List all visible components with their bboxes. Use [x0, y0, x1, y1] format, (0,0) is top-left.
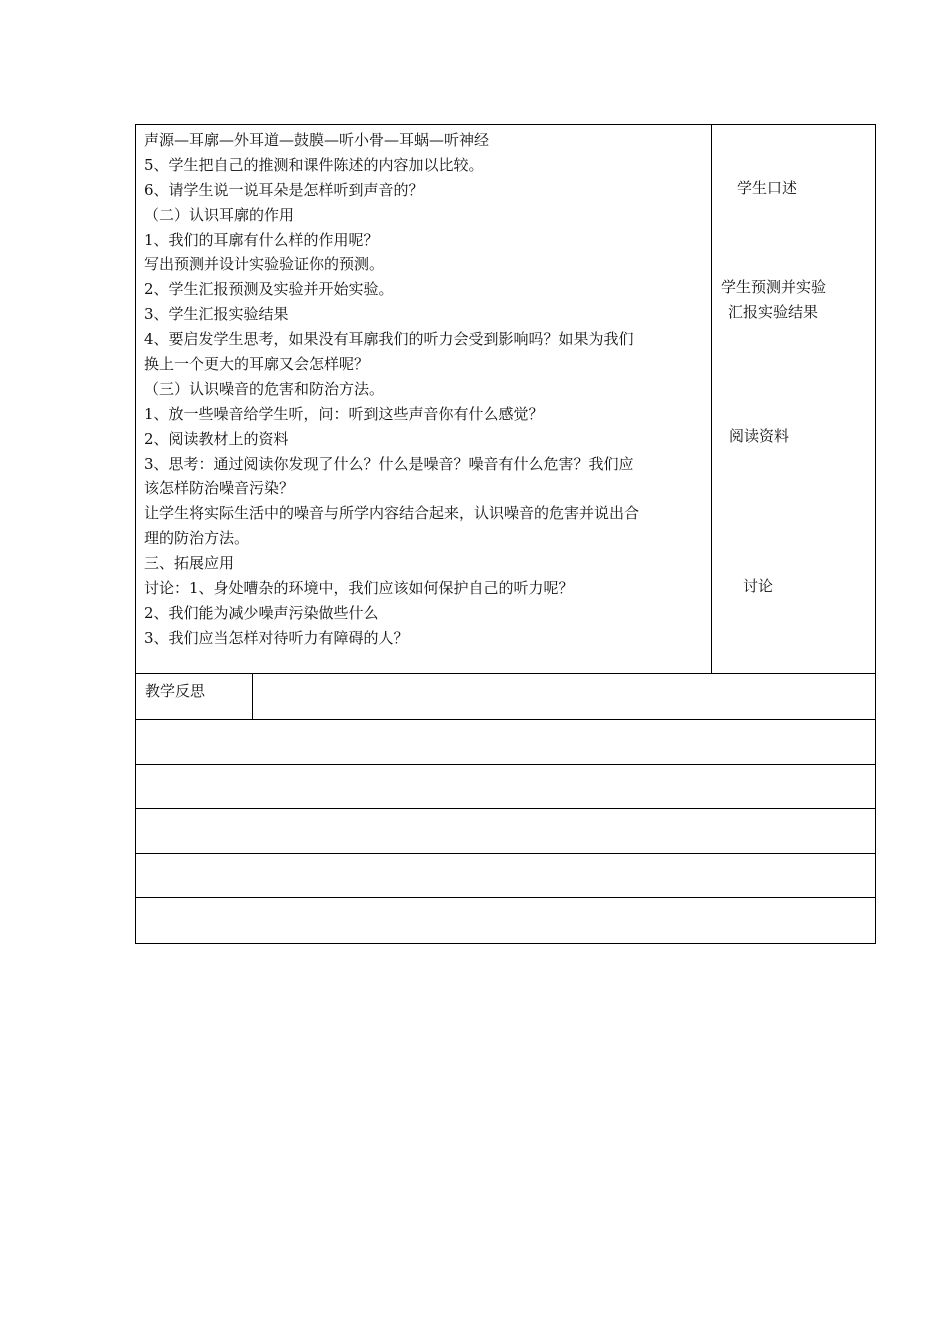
- lesson-line: （三）认识噪音的危害和防治方法。: [144, 379, 385, 398]
- lesson-line: 1、放一些噪音给学生听，问：听到这些声音你有什么感觉？: [144, 404, 544, 423]
- reflection-row: [136, 674, 875, 720]
- note-report-results: 汇报实验结果: [728, 303, 819, 321]
- lesson-plan-table: [135, 124, 876, 944]
- blank-row[interactable]: [136, 765, 875, 810]
- lesson-line: 2、学生汇报预测及实验并开始实验。: [144, 280, 394, 299]
- lesson-line: 声源—耳廓—外耳道—鼓膜—听小骨—耳蜗—听神经: [144, 131, 490, 149]
- blank-row[interactable]: [136, 720, 875, 765]
- lesson-line: 4、要启发学生思考，如果没有耳廓我们的听力会受到影响吗？如果为我们: [144, 330, 634, 349]
- reflection-label: 教学反思: [136, 674, 253, 719]
- lesson-line: 写出预测并设计实验验证你的预测。: [144, 255, 385, 274]
- lesson-line: 1、我们的耳廓有什么样的作用呢？: [144, 230, 379, 249]
- lesson-line: 3、学生汇报实验结果: [144, 305, 289, 324]
- teaching-process-cell: [136, 125, 712, 673]
- lesson-line: 理的防治方法。: [144, 529, 250, 548]
- blank-row[interactable]: [136, 854, 875, 899]
- lesson-line: 让学生将实际生活中的噪音与所学内容结合起来，认识噪音的危害并说出合: [144, 504, 640, 523]
- lesson-line: 6、请学生说一说耳朵是怎样听到声音的？: [144, 180, 424, 199]
- blank-row[interactable]: [136, 809, 875, 854]
- note-discussion: 讨论: [743, 577, 774, 595]
- lesson-line: 三、拓展应用: [144, 554, 235, 573]
- student-activity-cell: [712, 125, 875, 673]
- reflection-field[interactable]: [253, 674, 875, 719]
- lesson-line: （二）认识耳廓的作用: [144, 205, 295, 224]
- lesson-content-row: [136, 125, 875, 674]
- lesson-line: 2、阅读教材上的资料: [144, 429, 289, 448]
- lesson-line: 5、学生把自己的推测和课件陈述的内容加以比较。: [144, 155, 484, 174]
- note-oral: 学生口述: [737, 179, 798, 197]
- lesson-line: 讨论：1、身处嘈杂的环境中，我们应该如何保护自己的听力呢？: [144, 579, 574, 598]
- note-reading: 阅读资料: [729, 427, 790, 445]
- lesson-line: 3、我们应当怎样对待听力有障碍的人？: [144, 628, 409, 647]
- lesson-line: 换上一个更大的耳廓又会怎样呢？: [144, 355, 370, 374]
- lesson-line: 2、我们能为减少噪声污染做些什么: [144, 603, 379, 622]
- lesson-line: 该怎样防治噪音污染？: [144, 479, 295, 498]
- blank-row[interactable]: [136, 898, 875, 943]
- lesson-line: 3、思考：通过阅读你发现了什么？什么是噪音？噪音有什么危害？我们应: [144, 454, 634, 473]
- note-predict-experiment: 学生预测并实验: [721, 278, 827, 296]
